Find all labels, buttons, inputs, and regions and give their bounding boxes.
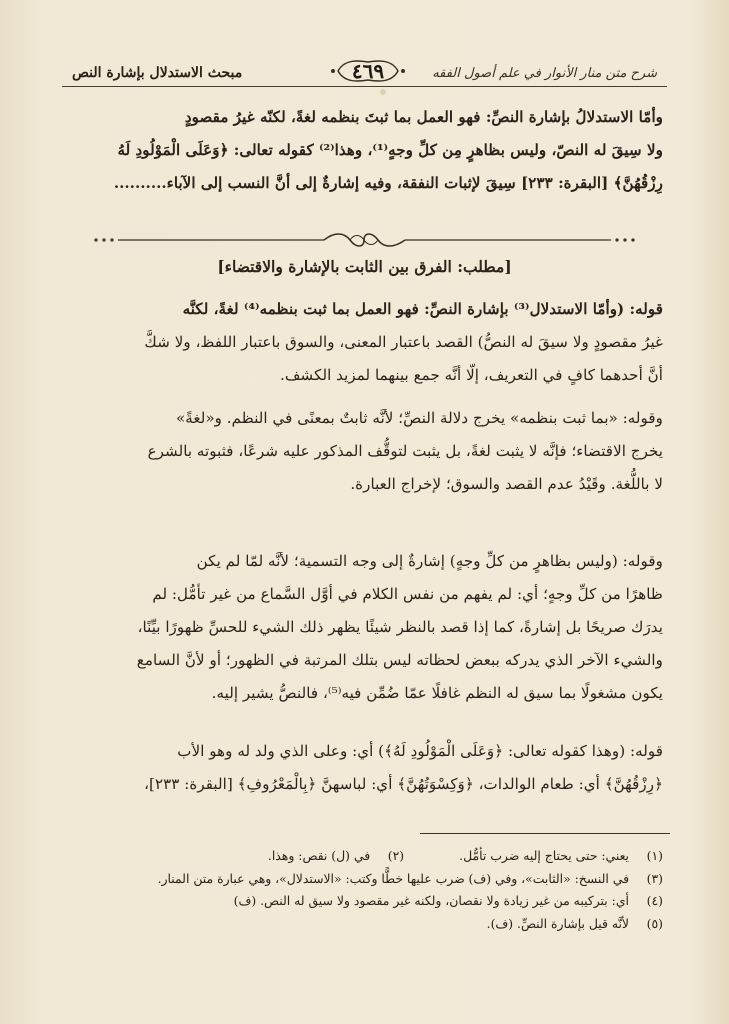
footnote-number: (٤) [646, 893, 663, 908]
footnote-text: في (ل) نقص: وهذا. [267, 848, 371, 863]
footnote-text: أي: بتركيبه من غير زيادة ولا نقصان، ولكنه غير مقصود ولا سيق له النص. (ف) [233, 893, 629, 908]
footnote-row [92, 913, 663, 936]
footnote-text: يعني: حتى يحتاج إليه ضرب تأمُّل. [459, 848, 629, 863]
paragraph-line: وقوله: «بما ثبت بنظمه» يخرج دلالة النصِّ؛ لأنَّه ثابتٌ بمعنًى في النظم. و«لغةً» [175, 409, 663, 427]
paragraph-line: وقوله: (وليس بظاهرٍ من كلِّ وجهٍ) إشارةٌ إلى وجه التسمية؛ لأنَّه لمّا لم يكن [196, 552, 663, 570]
paragraph-line: يدرَك صريحًا بل إشارةً، كما إذا قصد بالنظر شيئًا يظهر ذلك الشيء للحسِّ ظهورًا بيِّنًا، [137, 618, 663, 636]
paragraph-line: لا باللُّغة. وقَيْدُ عدم القصد والسوق؛ لإخراج العبارة. [350, 475, 663, 493]
footnote-number: (٣) [646, 870, 663, 886]
paragraph-line: يخرج الاقتضاء؛ فإنَّه لا يثبت لغةً، بل يثبت لتوقُّف المذكور عليه شرعًا، فثبوته بالشرع [147, 442, 663, 460]
footnote-rule [420, 833, 670, 834]
paragraph-3 [66, 545, 663, 710]
paragraph-line: ظاهرًا من كلِّ وجهٍ؛ أي: لم يفهم من نفس الكلام في أوَّل السَّماع من غير تأمُّل: لم [152, 585, 663, 603]
book-title: شرح متن منار الأنوار في علم أصول الفقه [432, 65, 657, 81]
paragraph-4 [66, 735, 663, 801]
footnotes [92, 845, 663, 935]
paragraph-line: والشيء الآخر الذي يدركه ببعض لحظاته ليس بتلك المرتبة في الظهور؛ أو لأنَّ السامع [136, 651, 663, 669]
paragraph-line: يكون مشغولًا بما سيق له النظم غافلًا عمّا ضُمِّن فيه⁽⁵⁾، فالنصُّ يشير إليه. [211, 684, 663, 702]
footnote-text: في النسخ: «الثابت»، وفي (ف) ضرب عليها خطًّا وكتب: «الاستدلال»، وهي عبارة متن المنار. [157, 870, 629, 886]
section-title: مبحث الاستدلال بإشارة النص [72, 65, 243, 81]
paragraph-line: أنَّ أحدهما كافٍ في التعريف، إلّا أنَّه جمع بينهما لمزيد الكشف. [280, 366, 663, 384]
main-text-line: وأمّا الاستدلالُ بإشارة النصِّ: فهو العمل بما ثبتَ بنظمه لغةً، لكنّه غيرُ مقصودٍ [184, 108, 663, 126]
header-rule [62, 86, 667, 87]
subheading: [مطلب: الفرق بين الثابت بالإشارة والاقتضاء] [217, 257, 512, 276]
paragraph-2 [66, 402, 663, 501]
ornament-divider [92, 230, 637, 250]
page-number: ٤٦٩ [351, 59, 385, 83]
main-text-line: رِزْقُهُنَّ﴾ [البقرة: ٢٣٣] سِيقَ لإثبات النفقة، وفيه إشارةٌ إلى أنَّ النسب إلى الآباء.......... [113, 174, 663, 192]
footnote-number: (١) [646, 848, 663, 863]
main-text [66, 101, 663, 200]
paragraph-line: غيرُ مقصودٍ ولا سيقَ له النصُّ) القصد باعتبار المعنى، والسوق باعتبار اللفظ، ولا شكَّ [144, 333, 663, 351]
paragraph-line: ﴿رِزْقُهُنَّ﴾ أي: طعام الوالدات، ﴿وَكِسْوَتُهُنَّ﴾ أي: لباسهنَّ ﴿بِالْمَعْرُوفِ﴾ [البقرة: ٢٣٣]، [144, 775, 663, 793]
main-text-line: ولا سِيقَ له النصّ، وليس بظاهرٍ مِن كلِّ وجهٍ⁽¹⁾، وهذا⁽²⁾ كقوله تعالى: ﴿وَعَلَى الْمَوْلُودِ لَهُ [117, 141, 663, 159]
footnote-row [92, 845, 663, 868]
footnote-text: لأنَّه قيل بإشارة النصِّ. (ف). [486, 915, 629, 931]
footnote-number: (٥) [646, 915, 663, 931]
footnote-row [92, 890, 663, 913]
page-number-badge [330, 58, 406, 84]
paragraph-1 [66, 293, 663, 392]
paragraph-line: قوله: (وأمّا الاستدلال⁽³⁾ بإشارة النصِّ: فهو العمل بما ثبت بنظمه⁽⁴⁾ لغةً، لكنَّه [182, 300, 663, 318]
footnote-number: (٢) [387, 848, 405, 863]
footnote-row [92, 868, 663, 891]
paragraph-line: قوله: (وهذا كقوله تعالى: ﴿وَعَلَى الْمَوْلُودِ لَهُ﴾) أي: وعلى الذي ولد له وهو الأب [177, 742, 663, 760]
